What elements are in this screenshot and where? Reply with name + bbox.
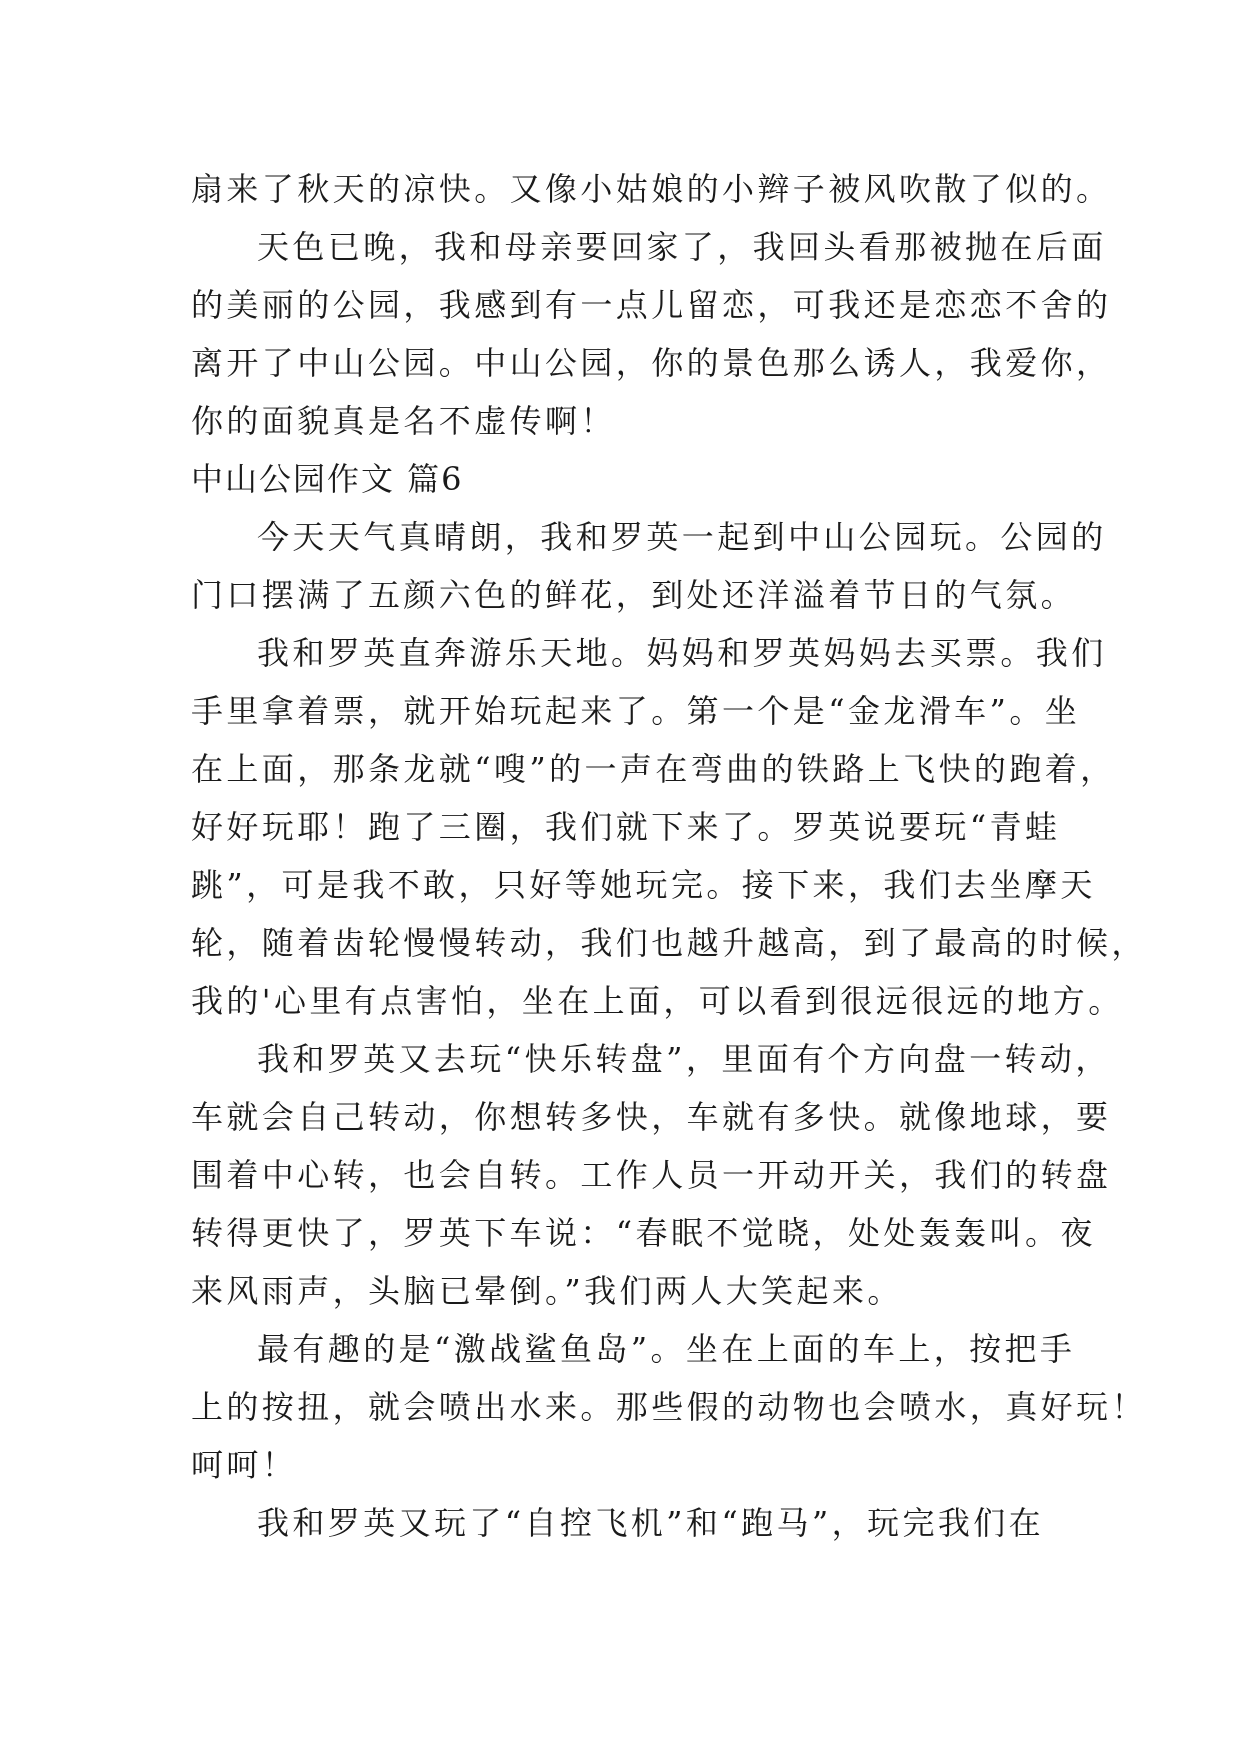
text-line: 好好玩耶！跑了三圈，我们就下来了。罗英说要玩“青蛙	[191, 808, 1061, 846]
text-line: 门口摆满了五颜六色的鲜花，到处还洋溢着节日的气氛。	[191, 576, 1077, 614]
section-heading: 中山公园作文 篇6	[191, 460, 464, 498]
text-line: 我和罗英又玩了“自控飞机”和“跑马”，玩完我们在	[257, 1504, 1045, 1542]
text-line: 我的'心里有点害怕，坐在上面，可以看到很远很远的地方。	[191, 982, 1124, 1020]
text-line: 你的面貌真是名不虚传啊！	[191, 402, 616, 440]
text-line: 在上面，那条龙就“嗖”的一声在弯曲的铁路上飞快的跑着，	[191, 750, 1116, 788]
text-line: 呵呵！	[191, 1446, 298, 1484]
text-line: 围着中心转，也会自转。工作人员一开动开关，我们的转盘	[191, 1156, 1112, 1194]
text-line: 天色已晚，我和母亲要回家了，我回头看那被抛在后面	[257, 228, 1107, 266]
text-line: 扇来了秋天的凉快。又像小姑娘的小辫子被风吹散了似的。	[191, 170, 1112, 208]
text-line: 我和罗英又去玩“快乐转盘”，里面有个方向盘一转动，	[257, 1040, 1111, 1078]
document-body	[191, 160, 1147, 1552]
text-line: 轮，随着齿轮慢慢转动，我们也越升越高，到了最高的时候，	[191, 924, 1147, 962]
text-line: 我和罗英直奔游乐天地。妈妈和罗英妈妈去买票。我们	[257, 634, 1107, 672]
text-line: 上的按扭，就会喷出水来。那些假的动物也会喷水，真好玩！	[191, 1388, 1147, 1426]
text-line: 最有趣的是“激战鲨鱼岛”。坐在上面的车上，按把手	[257, 1330, 1076, 1368]
text-line: 离开了中山公园。中山公园，你的景色那么诱人，我爱你，	[191, 344, 1112, 382]
text-line: 今天天气真晴朗，我和罗英一起到中山公园玩。公园的	[257, 518, 1107, 556]
text-line: 跳”，可是我不敢，只好等她玩完。接下来，我们去坐摩天	[191, 866, 1096, 904]
text-line: 转得更快了，罗英下车说：“春眠不觉晓，处处轰轰叫。夜	[191, 1214, 1096, 1252]
text-line: 车就会自己转动，你想转多快，车就有多快。就像地球，要	[191, 1098, 1112, 1136]
text-line: 来风雨声，头脑已晕倒。”我们两人大笑起来。	[191, 1272, 903, 1310]
text-line: 的美丽的公园，我感到有一点儿留恋，可我还是恋恋不舍的	[191, 286, 1112, 324]
text-line: 手里拿着票，就开始玩起来了。第一个是“金龙滑车”。坐	[191, 692, 1081, 730]
